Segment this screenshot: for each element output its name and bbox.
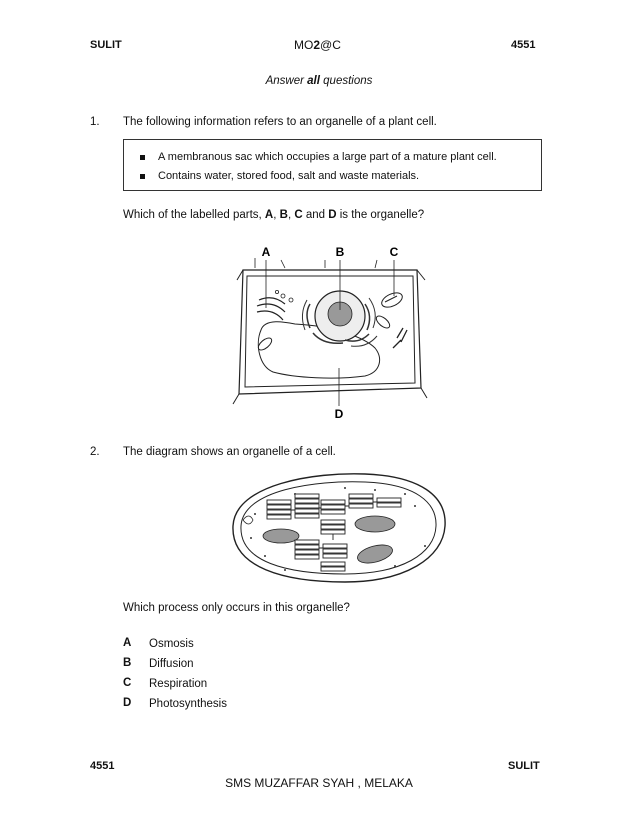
label-a: A <box>261 245 271 259</box>
header-center-suffix: @C <box>320 38 341 52</box>
option-a-text: Osmosis <box>149 638 194 650</box>
plant-cell-diagram <box>225 238 435 428</box>
starch-granule <box>263 529 299 543</box>
label-d: D <box>334 407 344 421</box>
golgi-apparatus <box>257 298 285 320</box>
option-c-text: Respiration <box>149 678 208 690</box>
q2-text: The diagram shows an organelle of a cell. <box>123 446 336 458</box>
option-a-letter: A <box>123 637 132 649</box>
vesicle <box>289 298 293 302</box>
page-number: 2 <box>313 38 321 52</box>
bullet-square-icon <box>140 174 145 179</box>
q1-bullet-2-text: Contains water, stored food, salt and waste materials. <box>158 170 420 182</box>
instruction-bold: all <box>307 75 320 87</box>
q2-question: Which process only occurs in this organelle? <box>123 602 350 614</box>
q1-question-part: , <box>273 209 280 221</box>
organelle-stripes <box>393 328 407 348</box>
neighbor-wall-lines <box>255 258 377 268</box>
q1-question-part: , <box>287 209 295 221</box>
vesicle <box>281 294 285 298</box>
q1-text: The following information refers to an organelle of a plant cell. <box>123 116 437 128</box>
chloroplast-inner <box>385 296 397 302</box>
q1-question-letter: C <box>294 209 303 221</box>
q1-question-part: Which of the labelled parts, <box>123 209 265 221</box>
instruction <box>0 75 638 87</box>
q2-number: 2. <box>90 446 100 458</box>
q1-question-part: is the organelle? <box>336 209 425 221</box>
chloroplast-diagram <box>225 466 455 590</box>
q1-question <box>123 209 424 221</box>
option-d-letter: D <box>123 697 132 709</box>
header-left: SULIT <box>90 39 122 51</box>
q1-info-box <box>123 139 542 191</box>
header-center-prefix: MO <box>294 38 314 52</box>
q1-question-part: and <box>302 209 329 221</box>
vesicle <box>275 290 278 293</box>
footer-left: 4551 <box>90 760 115 772</box>
option-b-letter: B <box>123 657 132 669</box>
mitochondrion <box>374 314 391 330</box>
option-d-text: Photosynthesis <box>149 698 227 710</box>
footer-school: SMS MUZAFFAR SYAH , MELAKA <box>225 776 413 790</box>
instruction-suffix: questions <box>319 75 373 87</box>
chloroplast-c <box>379 290 404 310</box>
starch-granule <box>355 516 395 532</box>
q1-question-letter: A <box>264 209 274 221</box>
option-b-text: Diffusion <box>149 658 194 670</box>
option-c-letter: C <box>123 677 132 689</box>
q1-number: 1. <box>90 116 100 128</box>
q1-bullet-1-text: A membranous sac which occupies a large part of a mature plant cell. <box>158 151 497 163</box>
header-right: 4551 <box>511 39 536 51</box>
footer-right: SULIT <box>508 760 540 772</box>
q1-question-letter: D <box>328 209 337 221</box>
header-center <box>294 38 341 52</box>
instruction-prefix: Answer <box>265 75 308 87</box>
q1-question-letter: B <box>279 209 288 221</box>
label-c: C <box>389 245 399 259</box>
bullet-square-icon <box>140 155 145 160</box>
label-b: B <box>335 245 345 259</box>
